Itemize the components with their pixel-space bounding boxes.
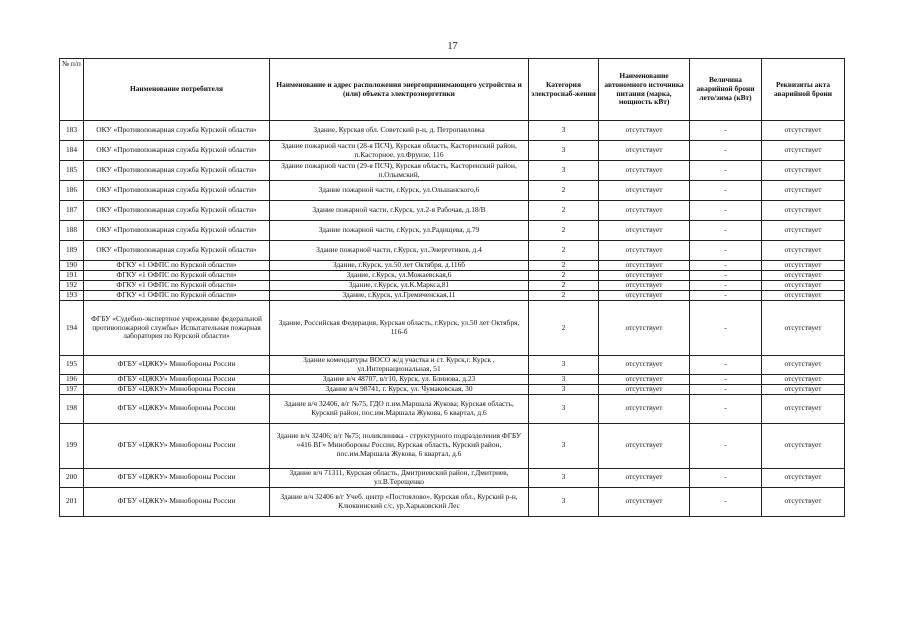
cell-act: отсутствует	[762, 181, 845, 201]
cell-source: отсутствует	[599, 356, 690, 375]
cell-category: 2	[529, 201, 599, 221]
cell-reserve: -	[690, 356, 762, 375]
cell-category: 3	[529, 356, 599, 375]
cell-reserve: -	[690, 181, 762, 201]
cell-source: отсутствует	[599, 181, 690, 201]
cell-category: 3	[529, 423, 599, 468]
cell-source: отсутствует	[599, 301, 690, 356]
cell-act: отсутствует	[762, 468, 845, 487]
cell-object: Здание, г.Курск, ул.Можаевская,6	[270, 271, 529, 281]
cell-object: Здание пожарной части, г.Курск, ул.Радищева, д.79	[270, 221, 529, 241]
cell-act: отсутствует	[762, 161, 845, 181]
cell-object: Здание, г.Курск, ул.Гремяченская,11	[270, 291, 529, 301]
cell-consumer: ОКУ «Противопожарная служба Курской области»	[84, 161, 270, 181]
cell-act: отсутствует	[762, 423, 845, 468]
cell-source: отсутствует	[599, 281, 690, 291]
cell-source: отсутствует	[599, 374, 690, 384]
cell-num: 192	[60, 281, 84, 291]
cell-consumer: ФГБУ «ЦЖКУ» Минобороны России	[84, 423, 270, 468]
cell-source: отсутствует	[599, 487, 690, 516]
header-consumer: Наименование потребителя	[84, 59, 270, 121]
cell-num: 189	[60, 241, 84, 261]
cell-object: Здание, г.Курск, ул.К.Маркса,81	[270, 281, 529, 291]
cell-category: 3	[529, 487, 599, 516]
cell-object: Здание, Российская Федерация, Курская область, г.Курск, ул.50 лет Октября, 116-б	[270, 301, 529, 356]
cell-category: 2	[529, 281, 599, 291]
cell-reserve: -	[690, 374, 762, 384]
cell-act: отсутствует	[762, 261, 845, 271]
cell-consumer: ФГКУ «1 ОФПС по Курской области»	[84, 261, 270, 271]
energy-consumers-table	[59, 58, 845, 517]
cell-category: 3	[529, 121, 599, 141]
cell-consumer: ФГКУ «1 ОФПС по Курской области»	[84, 281, 270, 291]
cell-act: отсутствует	[762, 291, 845, 301]
cell-act: отсутствует	[762, 394, 845, 423]
cell-reserve: -	[690, 221, 762, 241]
cell-object: Здание пожарной части, г.Курск, ул.2-я Рабочая, д.18/В	[270, 201, 529, 221]
cell-category: 3	[529, 374, 599, 384]
cell-category: 2	[529, 221, 599, 241]
cell-consumer: ФГКУ «1 ОФПС по Курской области»	[84, 271, 270, 281]
cell-consumer: ФГБУ «ЦЖКУ» Минобороны России	[84, 394, 270, 423]
cell-category: 2	[529, 181, 599, 201]
table-row	[60, 141, 845, 161]
cell-source: отсутствует	[599, 121, 690, 141]
cell-reserve: -	[690, 301, 762, 356]
cell-source: отсутствует	[599, 291, 690, 301]
cell-num: 194	[60, 301, 84, 356]
table-row	[60, 487, 845, 516]
cell-source: отсутствует	[599, 241, 690, 261]
cell-source: отсутствует	[599, 271, 690, 281]
cell-num: 187	[60, 201, 84, 221]
cell-act: отсутствует	[762, 241, 845, 261]
cell-consumer: ФГБУ «ЦЖКУ» Минобороны России	[84, 487, 270, 516]
cell-object: Здание в/ч 48707, в/г10, Курск, ул. Блинова, д.23	[270, 374, 529, 384]
cell-object: Здание в/ч 71311, Курская область, Дмитриевский район, г.Дмитриев, ул.В.Терещенко	[270, 468, 529, 487]
cell-num: 185	[60, 161, 84, 181]
cell-num: 201	[60, 487, 84, 516]
cell-num: 200	[60, 468, 84, 487]
cell-reserve: -	[690, 384, 762, 394]
table-row	[60, 301, 845, 356]
header-num: № п/п	[60, 59, 84, 121]
cell-act: отсутствует	[762, 384, 845, 394]
cell-consumer: ФГБУ «Судебно-экспертное учреждение федеральной противопожарной службы» Испытательная пожарная лаборатория по Курской области»	[84, 301, 270, 356]
cell-act: отсутствует	[762, 374, 845, 384]
table-row	[60, 121, 845, 141]
cell-act: отсутствует	[762, 356, 845, 375]
cell-consumer: ОКУ «Противопожарная служба Курской области»	[84, 221, 270, 241]
cell-num: 193	[60, 291, 84, 301]
cell-num: 195	[60, 356, 84, 375]
cell-consumer: ФГБУ «ЦЖКУ» Минобороны России	[84, 356, 270, 375]
cell-num: 199	[60, 423, 84, 468]
header-object: Наименование и адрес расположения энергопринимающего устройства и (или) объекта электроэнергетики	[270, 59, 529, 121]
cell-reserve: -	[690, 271, 762, 281]
cell-category: 2	[529, 271, 599, 281]
table-row	[60, 394, 845, 423]
header-source: Наименование автономного источника питания (марка, мощность кВт)	[599, 59, 690, 121]
cell-consumer: ФГБУ «ЦЖКУ» Минобороны России	[84, 468, 270, 487]
cell-category: 3	[529, 384, 599, 394]
cell-consumer: ОКУ «Противопожарная служба Курской области»	[84, 141, 270, 161]
cell-source: отсутствует	[599, 468, 690, 487]
table-row	[60, 221, 845, 241]
cell-num: 191	[60, 271, 84, 281]
cell-num: 183	[60, 121, 84, 141]
cell-source: отсутствует	[599, 261, 690, 271]
cell-num: 190	[60, 261, 84, 271]
cell-object: Здание пожарной части, г.Курск, ул.Энергетиков, д.4	[270, 241, 529, 261]
cell-category: 3	[529, 161, 599, 181]
cell-source: отсутствует	[599, 161, 690, 181]
cell-reserve: -	[690, 291, 762, 301]
cell-category: 2	[529, 291, 599, 301]
cell-num: 184	[60, 141, 84, 161]
cell-consumer: ФГКУ «1 ОФПС по Курской области»	[84, 291, 270, 301]
cell-reserve: -	[690, 281, 762, 291]
table-row	[60, 384, 845, 394]
table-row	[60, 181, 845, 201]
cell-category: 3	[529, 141, 599, 161]
cell-source: отсутствует	[599, 423, 690, 468]
cell-reserve: -	[690, 261, 762, 271]
cell-reserve: -	[690, 423, 762, 468]
cell-object: Здание пожарной части (29-я ПСЧ), Курская область, Касторенский район, п.Олымский,	[270, 161, 529, 181]
table-row	[60, 468, 845, 487]
cell-source: отсутствует	[599, 201, 690, 221]
cell-num: 197	[60, 384, 84, 394]
cell-source: отсутствует	[599, 221, 690, 241]
table-row	[60, 261, 845, 271]
cell-act: отсутствует	[762, 141, 845, 161]
cell-category: 2	[529, 261, 599, 271]
cell-source: отсутствует	[599, 394, 690, 423]
cell-category: 2	[529, 301, 599, 356]
cell-consumer: ОКУ «Противопожарная служба Курской области»	[84, 241, 270, 261]
cell-num: 186	[60, 181, 84, 201]
cell-object: Здание пожарной части, г.Курск, ул.Ольшанского,6	[270, 181, 529, 201]
cell-object: Здание в/ч 32406, в/г №75, ГДО п.им.Маршала Жукова; Курская область, Курский район, пос.им.Маршала Жукова, 6 квартал, д.6	[270, 394, 529, 423]
cell-num: 196	[60, 374, 84, 384]
table-row	[60, 423, 845, 468]
cell-num: 198	[60, 394, 84, 423]
cell-reserve: -	[690, 201, 762, 221]
cell-object: Здание комендатуры ВОСО ж/д участка и ст. Курск,г. Курск , ул.Интернациональная, 51	[270, 356, 529, 375]
header-reserve: Величина аварийной брони лето/зима (кВт)	[690, 59, 762, 121]
cell-reserve: -	[690, 241, 762, 261]
cell-object: Здание в/ч 32406 в/г Учеб. центр «Постоялово», Курская обл., Курский р-н, Клюквинский с/с, ур.Харьковский Лес	[270, 487, 529, 516]
cell-act: отсутствует	[762, 281, 845, 291]
cell-object: Здание, Курская обл. Советский р-н, д. Петропавловка	[270, 121, 529, 141]
page-number: 17	[447, 41, 458, 52]
cell-source: отсутствует	[599, 141, 690, 161]
cell-object: Здание в/ч 32406; в/г №75; поликлиника - структурного подразделения ФГБУ «416 ВГ» Минобороны России, Курская область, Курский район, пос.им.Маршала Жукова, 6 квартал, д.6	[270, 423, 529, 468]
cell-consumer: ОКУ «Противопожарная служба Курской области»	[84, 121, 270, 141]
cell-consumer: ОКУ «Противопожарная служба Курской области»	[84, 201, 270, 221]
cell-category: 3	[529, 468, 599, 487]
table-row	[60, 271, 845, 281]
header-category: Категория электроснаб-жения	[529, 59, 599, 121]
cell-act: отсутствует	[762, 301, 845, 356]
cell-reserve: -	[690, 141, 762, 161]
cell-reserve: -	[690, 487, 762, 516]
cell-act: отсутствует	[762, 221, 845, 241]
table-row	[60, 374, 845, 384]
table-body	[60, 121, 845, 517]
cell-reserve: -	[690, 161, 762, 181]
cell-reserve: -	[690, 394, 762, 423]
cell-act: отсутствует	[762, 487, 845, 516]
cell-category: 2	[529, 241, 599, 261]
table-row	[60, 201, 845, 221]
table-row	[60, 356, 845, 375]
cell-reserve: -	[690, 468, 762, 487]
header-act: Реквизиты акта аварийной брони	[762, 59, 845, 121]
cell-consumer: ФГБУ «ЦЖКУ» Минобороны России	[84, 374, 270, 384]
table-row	[60, 161, 845, 181]
cell-consumer: ФГБУ «ЦЖКУ» Минобороны России	[84, 384, 270, 394]
cell-category: 3	[529, 394, 599, 423]
cell-object: Здание пожарной части (28-я ПСЧ), Курская область, Касторенский район, п.Касторное, ул.Фрунзе, 116	[270, 141, 529, 161]
cell-act: отсутствует	[762, 271, 845, 281]
cell-object: Здание, г.Курск, ул.50 лет Октября, д.116б	[270, 261, 529, 271]
table-row	[60, 281, 845, 291]
cell-object: Здание в/ч 98741, г. Курск, ул. Чумаковская, 30	[270, 384, 529, 394]
cell-source: отсутствует	[599, 384, 690, 394]
cell-act: отсутствует	[762, 121, 845, 141]
cell-reserve: -	[690, 121, 762, 141]
cell-consumer: ОКУ «Противопожарная служба Курской области»	[84, 181, 270, 201]
table-row	[60, 241, 845, 261]
table-row	[60, 291, 845, 301]
cell-act: отсутствует	[762, 201, 845, 221]
table-header-row	[60, 59, 845, 121]
cell-num: 188	[60, 221, 84, 241]
